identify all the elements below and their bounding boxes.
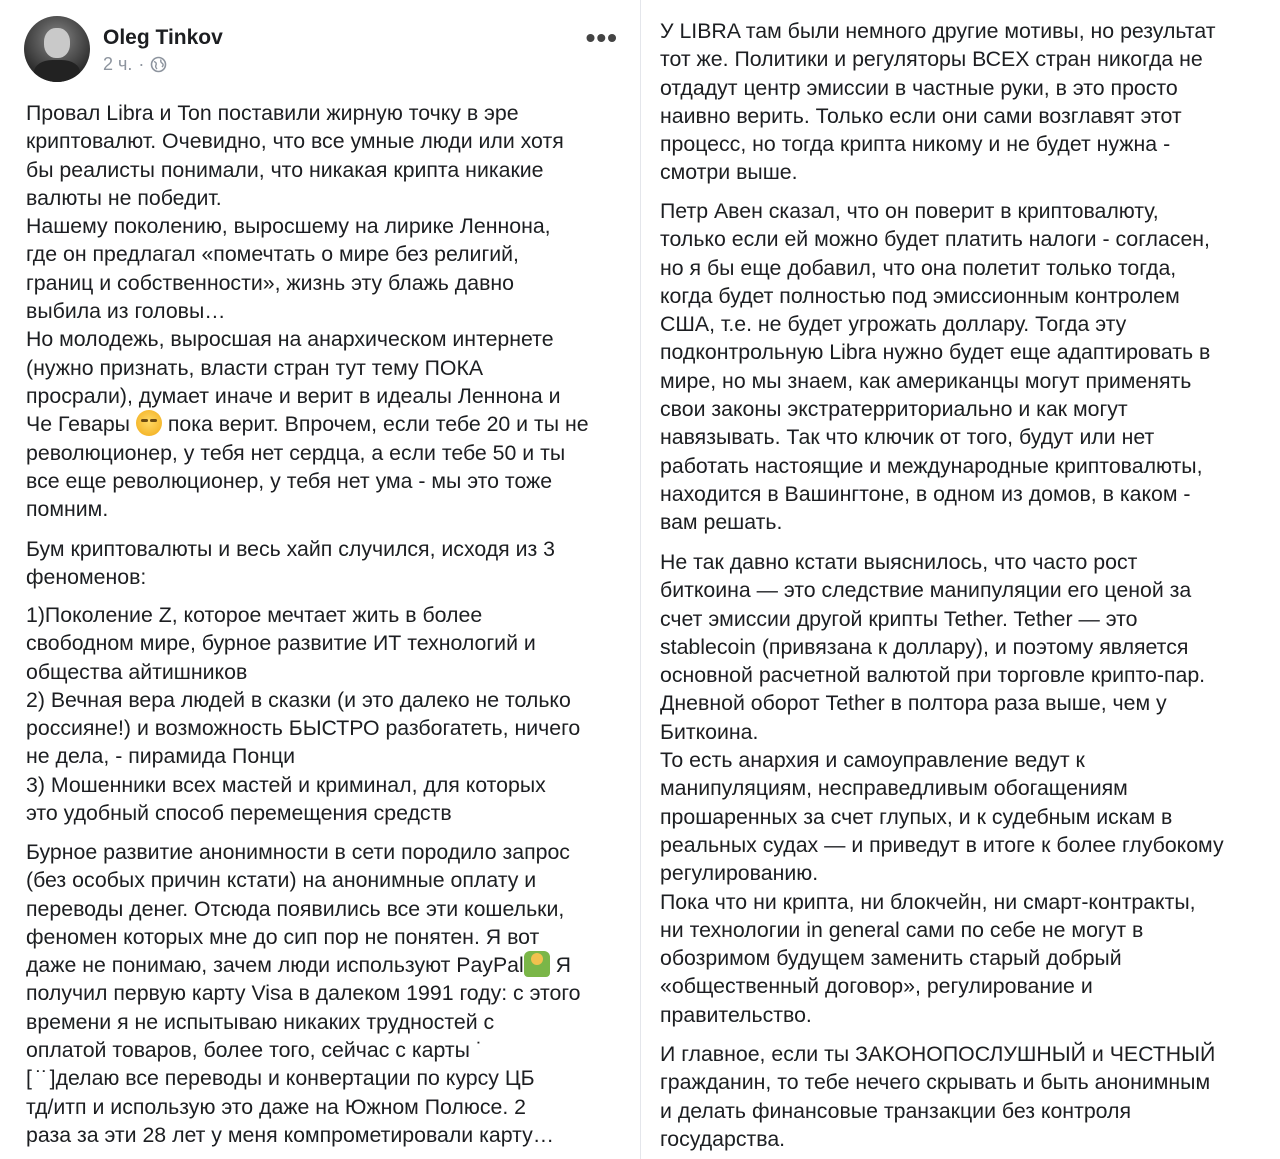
- post-time[interactable]: 2 ч.: [103, 54, 133, 74]
- post-paragraph-7: Не так давно кстати выяснилось, что часто рост биткоина — это следствие манипуляции его ценой за счет эмиссии другой крипты Tether. Tether — это stablecoin (привязана к доллару), и поэтому является основной расчетной валютой при торговле крипто-пар. Дневной оборот Tether в полтора раза выше, чем у Биткоина. То есть анархия и самоуправление ведут к манипуляциям, несправедливым обогащениям прошаренных за счет глупых, и к судебным искам в реальных судах — и приведут в итоге к более глубокому регулированию. Пока что ни крипта, ни блокчейн, ни смарт-контракты, ни технологии in general сами по себе не могут в обозримом будущем заменить старый добрый «общественный договор», регулирование и правительство.: [660, 550, 1224, 1027]
- paragraph-1-tail: революционер, у тебя нет сердца, а если тебе 50 и ты все еще революционер, у тебя нет ума - мы это тоже помним.: [26, 440, 566, 522]
- more-options-icon[interactable]: •••: [585, 22, 618, 53]
- globe-icon: [150, 56, 167, 73]
- paragraph-4-tail: получил первую карту Visa в далеком 1991 году: с этого времени я не испытываю никаких трудностей с оплатой товаров, более того, сейчас с карты ˙ [ ̇ ̇ ]делаю все переводы и конвертации по курсу ЦБ тд/итп и использую это даже на Южном Полюсе. 2 раза за эти 28 лет у меня компрометировали карту…: [26, 981, 581, 1147]
- avatar-body-shape: [34, 60, 80, 82]
- post-header: [24, 14, 624, 84]
- post-paragraph-1: [26, 99, 626, 523]
- right-screenshot-panel: [641, 0, 1280, 1159]
- post-paragraph-5: У LIBRA там были немного другие мотивы, но результат тот же. Политики и регуляторы ВСЕХ стран никогда не отдадут центр эмиссии в частные руки, в это просто наивно верить. Только если они сами возглавят этот процесс, но тогда крипта никому и не будет нужна - смотри выше.: [660, 19, 1216, 185]
- author-avatar[interactable]: [24, 16, 90, 82]
- post-paragraph-2: Бум криптовалюты и весь хайп случился, исходя из 3 феноменов:: [26, 537, 556, 590]
- smirk-emoji-icon: [136, 410, 162, 436]
- post-paragraph-4: [26, 838, 626, 1149]
- post-paragraph-6: Петр Авен сказал, что он поверит в криптовалюту, только если ей можно будет платить налоги - согласен, но я бы еще добавил, что она полетит только тогда, когда будет полностью под эмиссионным контролем США, т.е. не будет угрожать доллару. Тогда эту подконтрольную Libra нужно будет еще адаптировать в мире, но мы знаем, как американцы могут применять свои законы экстратерриториально и как могут навязывать. Так что ключик от того, будут или нет работать настоящие и международные криптовалюты, находится в Вашингтоне, в одном из домов, в каком - вам решать.: [660, 199, 1211, 535]
- paragraph-1-line-b: пока верит. Впрочем, если тебе 20 и ты не: [161, 412, 589, 437]
- paragraph-1-line-a: Че Гевары: [26, 412, 130, 437]
- paragraph-4-line-a: даже не понимаю, зачем люди используют PayPal: [26, 953, 524, 978]
- paragraph-4-head: Бурное развитие анонимности в сети породило запрос (без особых причин кстати) на анонимные оплату и переводы денег. Отсюда появились все эти кошельки, феномен которых мне до сип пор не понятен. Я вот: [26, 840, 570, 949]
- paragraph-1-text: Провал Libra и Ton поставили жирную точку в эре криптовалют. Очевидно, что все умные люди или хотя бы реалисты понимали, что никакая крипта никакие валюты не победит. Нашему поколению, выросшему на лирике Леннона, где он предлагал «помечтать о мире без религий, границ и собственности», жизнь эту блажь давно выбила из головы… Но молодежь, выросшая на анархическом интернете (нужно признать, власти стран тут тему ПОКА просрали), думает иначе и верит в идеалы Леннона и: [26, 101, 564, 408]
- post-paragraph-8: И главное, если ты ЗАКОНОПОСЛУШНЫЙ и ЧЕСТНЫЙ гражданин, то тебе нечего скрывать и быть анонимным и делать финансовые транзакции без контроля государства.: [660, 1042, 1216, 1151]
- meta-separator: ·: [138, 54, 145, 74]
- author-name[interactable]: Oleg Tinkov: [103, 26, 223, 49]
- post-meta: [103, 54, 167, 75]
- post-paragraph-3: 1)Поколение Z, которое мечтает жить в более свободном мире, бурное развитие ИТ технологий и общества айтишников 2) Вечная вера людей в сказки (и это далеко не только россияне!) и возможность БЫСТРО разбогатеть, ничего не дела, - пирамида Понци 3) Мошенники всех мастей и криминал, для которых это удобный способ перемещения средств: [26, 603, 581, 826]
- paragraph-4-line-b: Я: [549, 953, 572, 978]
- avatar-head-shape: [44, 28, 70, 58]
- shrug-emoji-icon: [524, 951, 550, 977]
